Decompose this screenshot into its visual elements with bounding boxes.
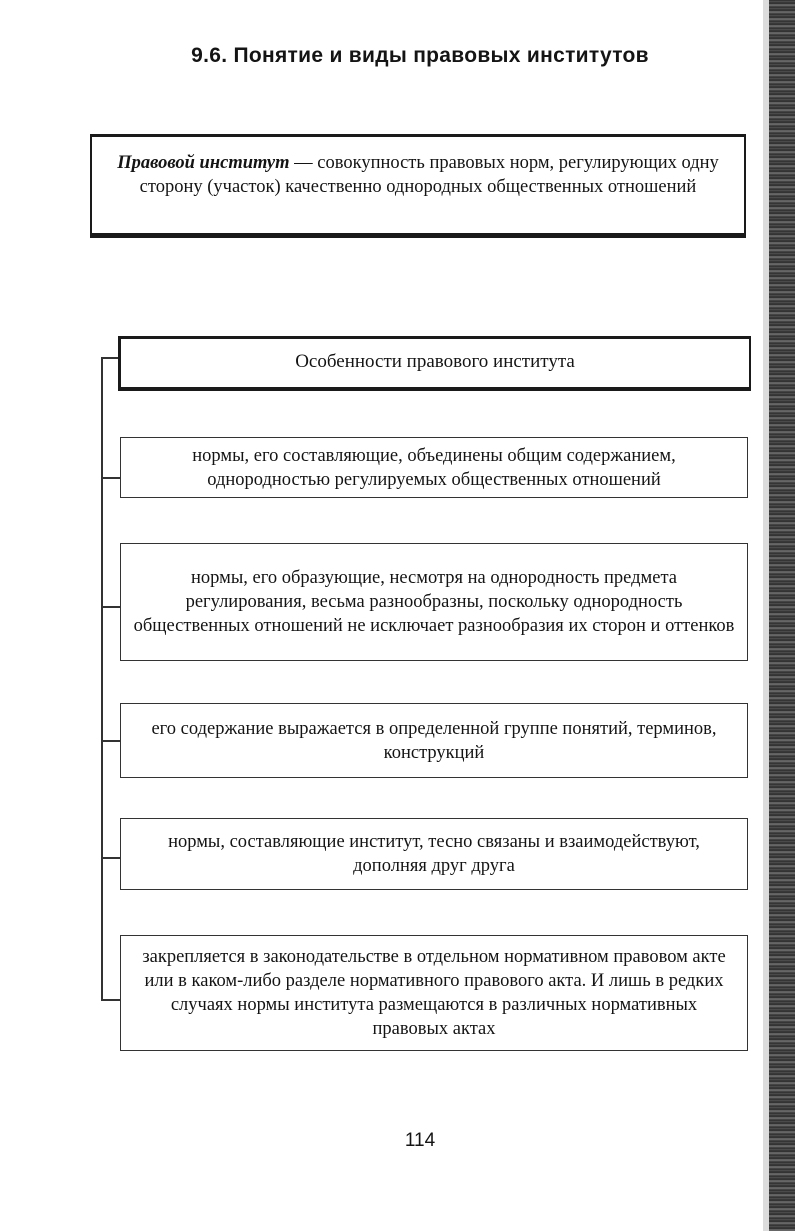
definition-box [90, 134, 746, 238]
definition-text [112, 151, 724, 199]
feature-item: закрепляется в законодательстве в отдельном нормативном правовом акте или в каком-либо разделе нормативного правового акта. И лишь в редких случаях нормы института размещаются в различных нормативных правовых актах [120, 935, 748, 1051]
definition-term: Правовой институт [117, 153, 290, 173]
definition-body: — совокупность правовых норм, регулирующих одну сторону (участок) качественно однородных общественных отношений [139, 153, 719, 197]
connector-tick [101, 999, 120, 1001]
features-header-box [118, 336, 751, 391]
feature-item: нормы, составляющие институт, тесно связаны и взаимодействуют, дополняя друг друга [120, 818, 748, 890]
page-number: 114 [404, 1130, 436, 1151]
feature-item: нормы, его составляющие, объединены общим содержанием, однородностью регулируемых общественных отношений [120, 437, 748, 498]
connector-spine [101, 357, 103, 1000]
feature-item: нормы, его образующие, несмотря на однородность предмета регулирования, весьма разнообразны, поскольку однородность общественных отношений не исключает разнообразия их сторон и оттенков [120, 543, 748, 661]
page-edge-shadow [763, 0, 795, 1231]
connector-tick [101, 857, 120, 859]
features-header: Особенности правового института [295, 351, 575, 372]
connector-tick [101, 740, 120, 742]
feature-item: его содержание выражается в определенной группе понятий, терминов, конструкций [120, 703, 748, 778]
connector-tick [101, 606, 120, 608]
section-heading: 9.6. Понятие и виды правовых институтов [191, 44, 649, 67]
connector-tick [101, 477, 120, 479]
